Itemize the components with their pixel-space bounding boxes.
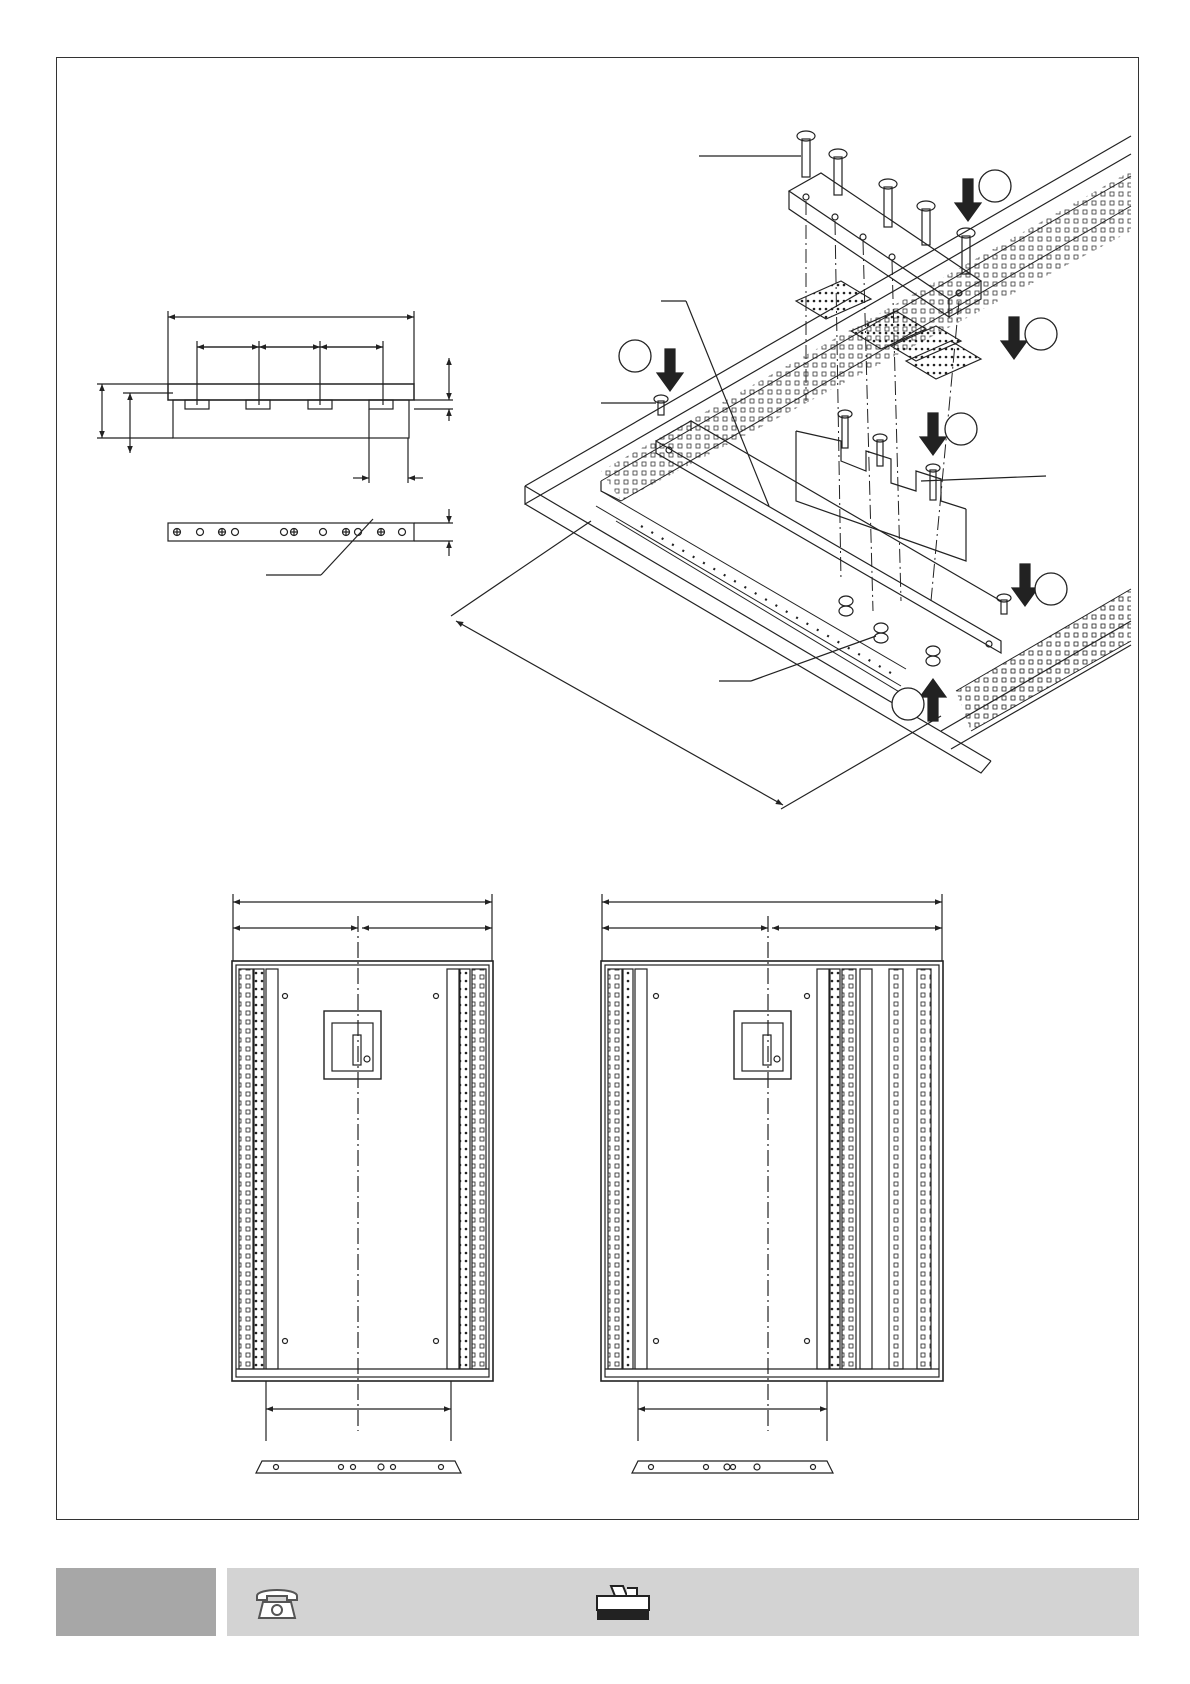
bracket-side-view bbox=[97, 311, 453, 483]
footer-contact-bar bbox=[227, 1568, 1139, 1636]
cabinet-front-view-right bbox=[601, 894, 943, 1473]
drawing-frame bbox=[56, 57, 1139, 1520]
technical-drawing bbox=[57, 58, 1140, 1521]
phone-icon bbox=[253, 1582, 301, 1627]
fax-icon bbox=[593, 1582, 653, 1629]
cabinet-front-view-left bbox=[232, 894, 493, 1473]
isometric-assembly bbox=[451, 131, 1131, 809]
footer-left-block bbox=[56, 1568, 216, 1636]
busbar-top-view bbox=[168, 509, 453, 575]
